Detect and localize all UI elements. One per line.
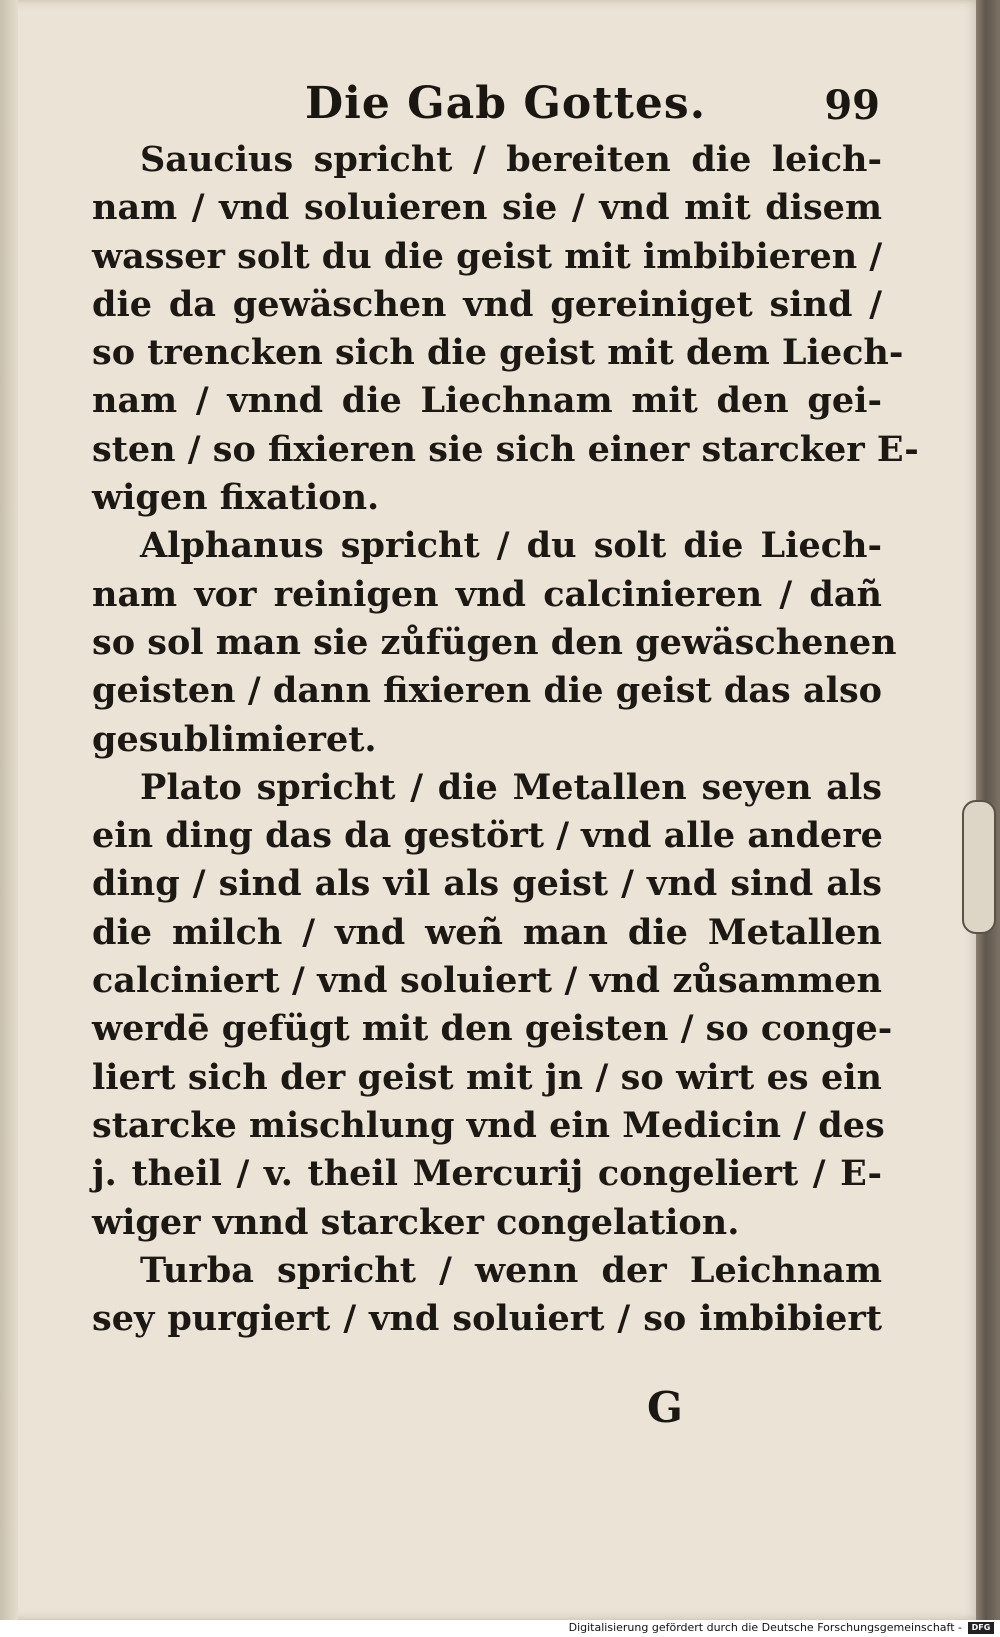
text-line: sten / so fixieren sie sich einer starcker E- <box>92 428 919 470</box>
page-clip-tab <box>962 800 996 934</box>
signature-mark: G <box>647 1383 683 1432</box>
text-line: wigen fixation. <box>92 477 380 519</box>
text-line: calciniert / vnd soluiert / vnd zůsammen <box>92 960 882 1002</box>
text-line: wiger vnnd starcker congelation. <box>92 1201 740 1243</box>
dfg-logo: DFG <box>968 1622 994 1634</box>
text-line: wasser solt du die geist mit imbibieren / <box>92 235 883 277</box>
text-line: Turba spricht / wenn der Leichnam <box>140 1249 882 1291</box>
page-number: 99 <box>824 82 880 129</box>
text-line: gesublimieret. <box>92 718 377 760</box>
text-line: nam / vnnd die Liechnam mit den gei- <box>92 380 882 422</box>
running-title: Die Gab Gottes. <box>305 78 707 129</box>
text-line: j. theil / v. theil Mercurij congeliert / E- <box>92 1153 882 1195</box>
text-line: Plato spricht / die Metallen seyen als <box>140 766 882 808</box>
page-body-text <box>92 136 919 1343</box>
text-line: liert sich der geist mit jn / so wirt es ein <box>92 1056 882 1098</box>
text-line: werdē gefügt mit den geisten / so conge- <box>92 1008 893 1050</box>
text-line: Alphanus spricht / du solt die Liech- <box>140 525 882 567</box>
text-line: starcke mischlung vnd ein Medicin / des <box>92 1104 885 1146</box>
text-line: ein ding das da gestört / vnd alle andere <box>92 815 883 857</box>
digitization-credit: Digitalisierung gefördert durch die Deutsche Forschungsgemeinschaft - <box>568 1621 962 1634</box>
text-line: so trencken sich die geist mit dem Liech- <box>92 332 904 374</box>
text-line: Saucius spricht / bereiten die leich- <box>140 139 882 180</box>
text-line: so sol man sie zůfügen den gewäschenen <box>92 621 897 663</box>
text-line: ding / sind als vil als geist / vnd sind als <box>92 863 882 905</box>
page-gutter <box>0 0 18 1620</box>
text-line: geisten / dann fixieren die geist das also <box>92 670 882 712</box>
text-line: die da gewäschen vnd gereiniget sind / <box>92 283 882 325</box>
digitization-footer <box>0 1620 1000 1637</box>
text-line: nam vor reinigen vnd calcinieren / dañ <box>92 573 882 615</box>
text-line: nam / vnd soluieren sie / vnd mit disem <box>92 187 882 229</box>
text-line: die milch / vnd weñ man die Metallen <box>92 911 882 953</box>
text-line: sey purgiert / vnd soluiert / so imbibiert <box>92 1298 882 1340</box>
page-header <box>95 78 885 138</box>
